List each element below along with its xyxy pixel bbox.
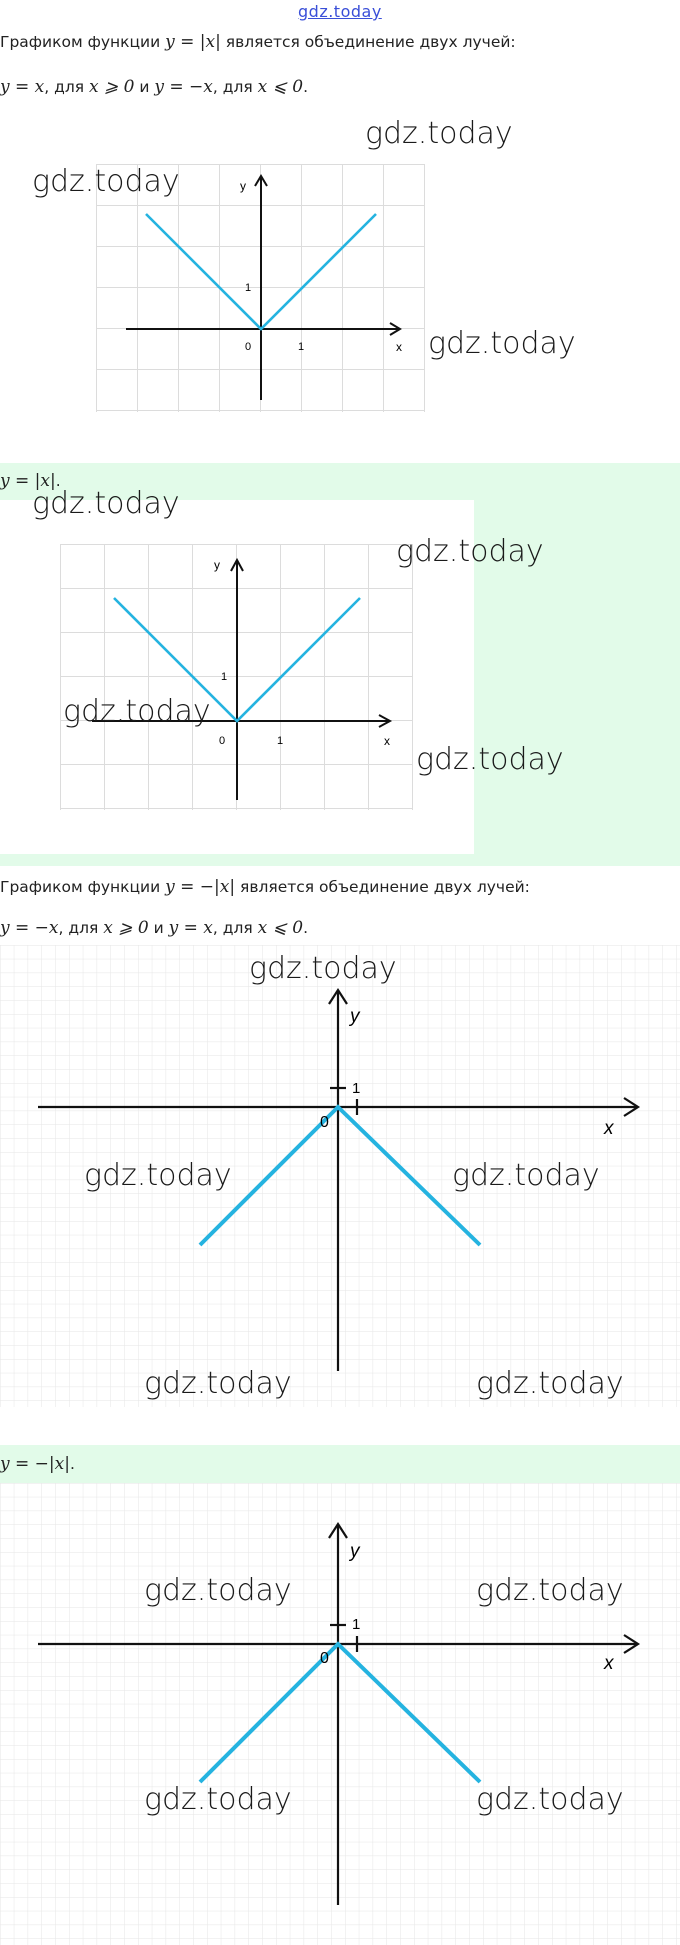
y-axis-label: y bbox=[214, 558, 220, 572]
watermark: gdz.today bbox=[452, 1158, 600, 1193]
ray1-domain: x ⩾ 0 bbox=[103, 918, 149, 938]
intro-formula: y = −|x| bbox=[165, 877, 236, 897]
watermark: gdz.today bbox=[476, 1366, 624, 1401]
answer-band-2 bbox=[0, 1445, 680, 1483]
site-link[interactable]: gdz.today bbox=[298, 2, 382, 21]
y-tick-1: 1 bbox=[245, 282, 252, 294]
watermark: gdz.today bbox=[63, 694, 211, 729]
watermark: gdz.today bbox=[365, 116, 513, 151]
intro-prefix: Графиком функции bbox=[0, 878, 166, 896]
answer2-formula: y = −|x| bbox=[0, 1454, 70, 1474]
watermark: gdz.today bbox=[32, 164, 180, 199]
answer1-formula: y = |x| bbox=[0, 471, 56, 491]
grid bbox=[0, 1483, 680, 1945]
answer1-end: . bbox=[55, 472, 61, 490]
graph-neg-abs-x-2 bbox=[0, 1483, 680, 1945]
y-axis-label: y bbox=[350, 1006, 360, 1027]
watermark: gdz.today bbox=[144, 1782, 292, 1817]
graph-abs-x-2 bbox=[54, 538, 418, 816]
x-tick-1: 1 bbox=[298, 341, 305, 353]
ray2-domain: x ⩽ 0 bbox=[257, 918, 304, 938]
origin-label: 0 bbox=[219, 735, 226, 747]
ray2-domain: x ⩽ 0 bbox=[257, 77, 304, 97]
section1-rays bbox=[0, 77, 308, 97]
watermark: gdz.today bbox=[84, 1158, 232, 1193]
x-axis-label: x bbox=[604, 1653, 614, 1674]
x-axis-label: x bbox=[384, 734, 390, 748]
ray1-formula: y = −x bbox=[0, 918, 59, 938]
y-axis-label: y bbox=[350, 1541, 360, 1562]
rays-and: и bbox=[148, 919, 169, 937]
section2-rays bbox=[0, 918, 308, 938]
watermark: gdz.today bbox=[476, 1782, 624, 1817]
origin-label: 0 bbox=[320, 1650, 329, 1667]
answer2-end: . bbox=[69, 1455, 75, 1473]
watermark: gdz.today bbox=[144, 1366, 292, 1401]
answer2 bbox=[0, 1454, 75, 1474]
ray2-comma: , для bbox=[212, 919, 258, 937]
origin-label: 0 bbox=[245, 341, 252, 353]
ray1-comma: , для bbox=[58, 919, 104, 937]
intro-formula: y = |x| bbox=[165, 32, 221, 52]
intro-suffix: является объединение двух лучей: bbox=[220, 33, 516, 51]
watermark: gdz.today bbox=[32, 486, 180, 521]
tick-1-label: 1 bbox=[352, 1616, 361, 1633]
x-tick-1: 1 bbox=[277, 735, 284, 747]
rays-end: . bbox=[303, 919, 309, 937]
watermark: gdz.today bbox=[144, 1573, 292, 1608]
ray2-comma: , для bbox=[212, 78, 258, 96]
ray1-domain: x ⩾ 0 bbox=[88, 77, 135, 97]
tick-1-label: 1 bbox=[352, 1080, 361, 1097]
y-axis-label: y bbox=[240, 179, 246, 193]
x-axis-label: x bbox=[604, 1118, 614, 1139]
watermark: gdz.today bbox=[396, 534, 544, 569]
origin-label: 0 bbox=[320, 1114, 329, 1131]
ray1-formula: y = x bbox=[0, 77, 45, 97]
ray2-formula: y = −x bbox=[154, 77, 213, 97]
x-axis-label: x bbox=[396, 340, 402, 354]
watermark: gdz.today bbox=[476, 1573, 624, 1608]
intro-prefix: Графиком функции bbox=[0, 33, 166, 51]
watermark: gdz.today bbox=[249, 951, 397, 986]
y-tick-1: 1 bbox=[221, 671, 228, 683]
section2-intro bbox=[0, 877, 530, 897]
rays-and: и bbox=[134, 78, 155, 96]
section1-intro bbox=[0, 32, 516, 52]
watermark: gdz.today bbox=[416, 742, 564, 777]
rays-end: . bbox=[303, 78, 309, 96]
ray1-comma: , для bbox=[44, 78, 89, 96]
ray2-formula: y = x bbox=[168, 918, 213, 938]
watermark: gdz.today bbox=[428, 326, 576, 361]
intro-suffix: является объединение двух лучей: bbox=[235, 878, 530, 896]
